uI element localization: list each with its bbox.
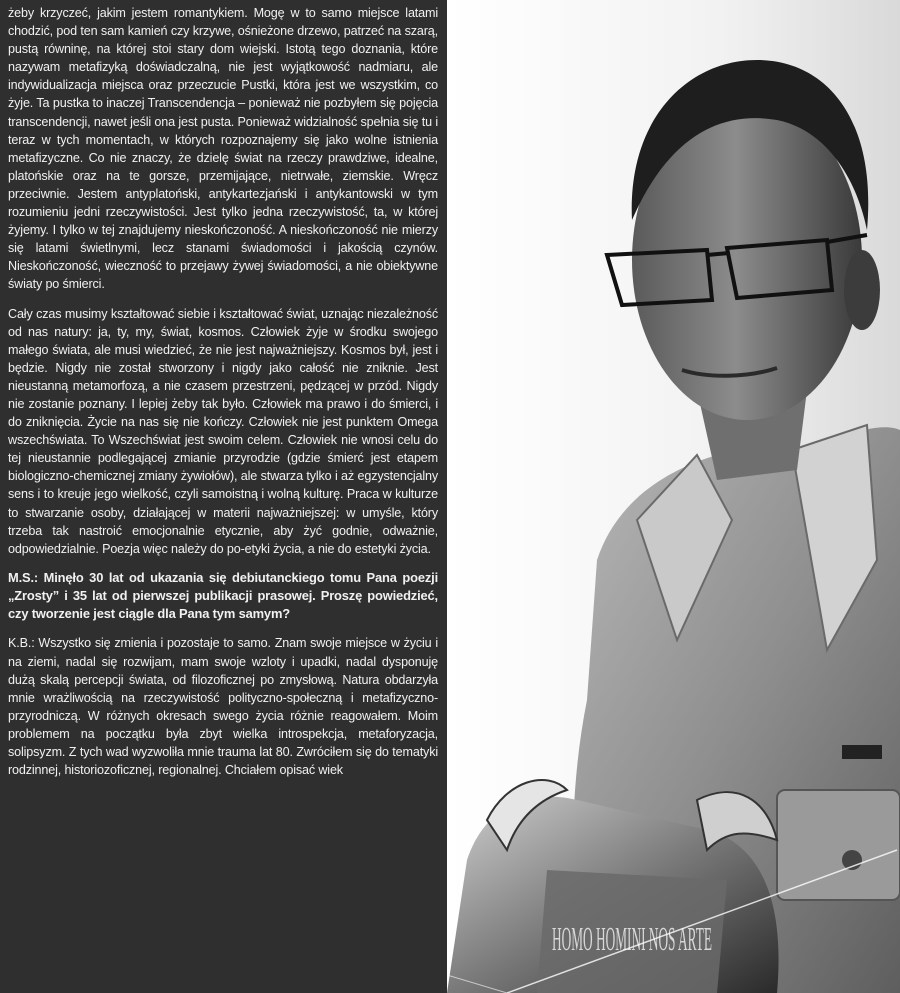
portrait-photo — [447, 0, 900, 993]
interview-question: M.S.: Minęło 30 lat od ukazania się debiutanckiego tomu Pana poezji „Zrosty” i 35 lat od pierwszej publikacji prasowej. Proszę powiedzieć, czy tworzenie jest ciągle dla Pana tym samym? — [8, 569, 438, 622]
body-paragraph-1: żeby krzyczeć, jakim jestem romantykiem. Mogę w to samo miejsce latami chodzić, pod ten sam kamień czy krzywe, ośnieżone drzewo, patrzeć na szarą, pustą równinę, na której stoi stary dom wiejski. Istotą tego doznania, które nazywam metafizyką doświadczalną, nie jest wyjątkowość nadmiaru, ale indywidualizacja miejsca oraz przeczucie Pustki, która jest we wszystkim, co żyje. Ta pustka to inaczej Transcendencja – ponieważ nie pozbyłem się pojęcia transcendencji, nawet jeśli ona jest pusta. Ponieważ widzialność spełnia się tu i teraz w tych momentach, w których rozpoznajemy się jako wolne istnienia metafizyczne. Co nie znaczy, że dzielę świat na rzeczy prawdziwe, idealne, platońskie oraz na te gorsze, przemijające, nietrwałe, ziemskie. Wręcz przeciwnie. Jestem antyplatoński, antykartezjański i antykantowski w tym rozumieniu jedni rzeczywistości. Jest tylko jedna rzeczywistość, ta, w której żyjemy. I tylko w tej znajdujemy nieskończoność. A nieskończoność nie mierzy się latami świetlnymi, lecz stanami świadomości i jakością czynów. Nieskończoność, wieczność to przejawy żywej świadomości, a nie obiektywne światy po śmierci. — [8, 6, 438, 292]
portrait-illustration — [447, 0, 900, 993]
interview-answer: K.B.: Wszystko się zmienia i pozostaje to samo. Znam swoje miejsce w życiu i na ziemi, nadal się rozwijam, mam swoje wzloty i upadki, nadal dysponuję dużą skalą percepcji świata, od filozoficznej po zmysłową. Natura obdarzyła mnie wrażliwością na rzeczywistość polityczno-społeczną i metafizyczno-przyrodniczą. W różnych okresach swego życia różnie reagowałem. Moim problemem na początku była zbyt wielka introspekcja, metaforyzacja, solipsyzm. Z tych wad wyzwoliła mnie trauma lat 80. Zwróciłem się do tematyki rodzinnej, historiozoficznej, regionalnej. Chciałem opisać wiek — [8, 636, 438, 778]
body-paragraph-2: Cały czas musimy kształtować siebie i kształtować świat, uznając niezależność od nas natury: ja, ty, my, świat, kosmos. Człowiek żyje w środku swojego małego świata, ale musi wiedzieć, że nie jest najważniejszy. Kosmos był, jest i będzie. Nigdy nie został stworzony i nigdy jako całość nie zniknie. Jest nieustanną metamorfozą, a nie czasem przestrzeni, pędzącej w przód. Nigdy nie zostanie poznany. I lepiej żeby tak było. Człowiek ma prawo i do śmierci, i do zniknięcia. Życie na nas się nie kończy. Człowiek nie jest punktem Omega wszechświata. To Wszechświat jest swoim celem. Człowiek nie wnosi celu do tej nieustannie podlegającej zmianie przyrodzie (gdzie śmierć jest etapem biologiczno-chemicznej zmiany żywiołów), ale stwarza tylko i aż egzystencjalny sens i to kreuje jego wielkość, czyli samoistną i wolną kulturę. Praca w kulturze to stwarzanie osoby, działającej w materii najważniejszej: w umyśle, który trzeba tak nastroić emocjonalnie etycznie, aby żyć godnie, odważnie, odpowiedzialnie. Poezja więc należy do po-etyki życia, a nie do estetyki życia. — [8, 306, 438, 556]
article-text-column — [0, 0, 447, 993]
statue-inscription: HOMO HOMINI NOS ARTE — [552, 921, 712, 958]
